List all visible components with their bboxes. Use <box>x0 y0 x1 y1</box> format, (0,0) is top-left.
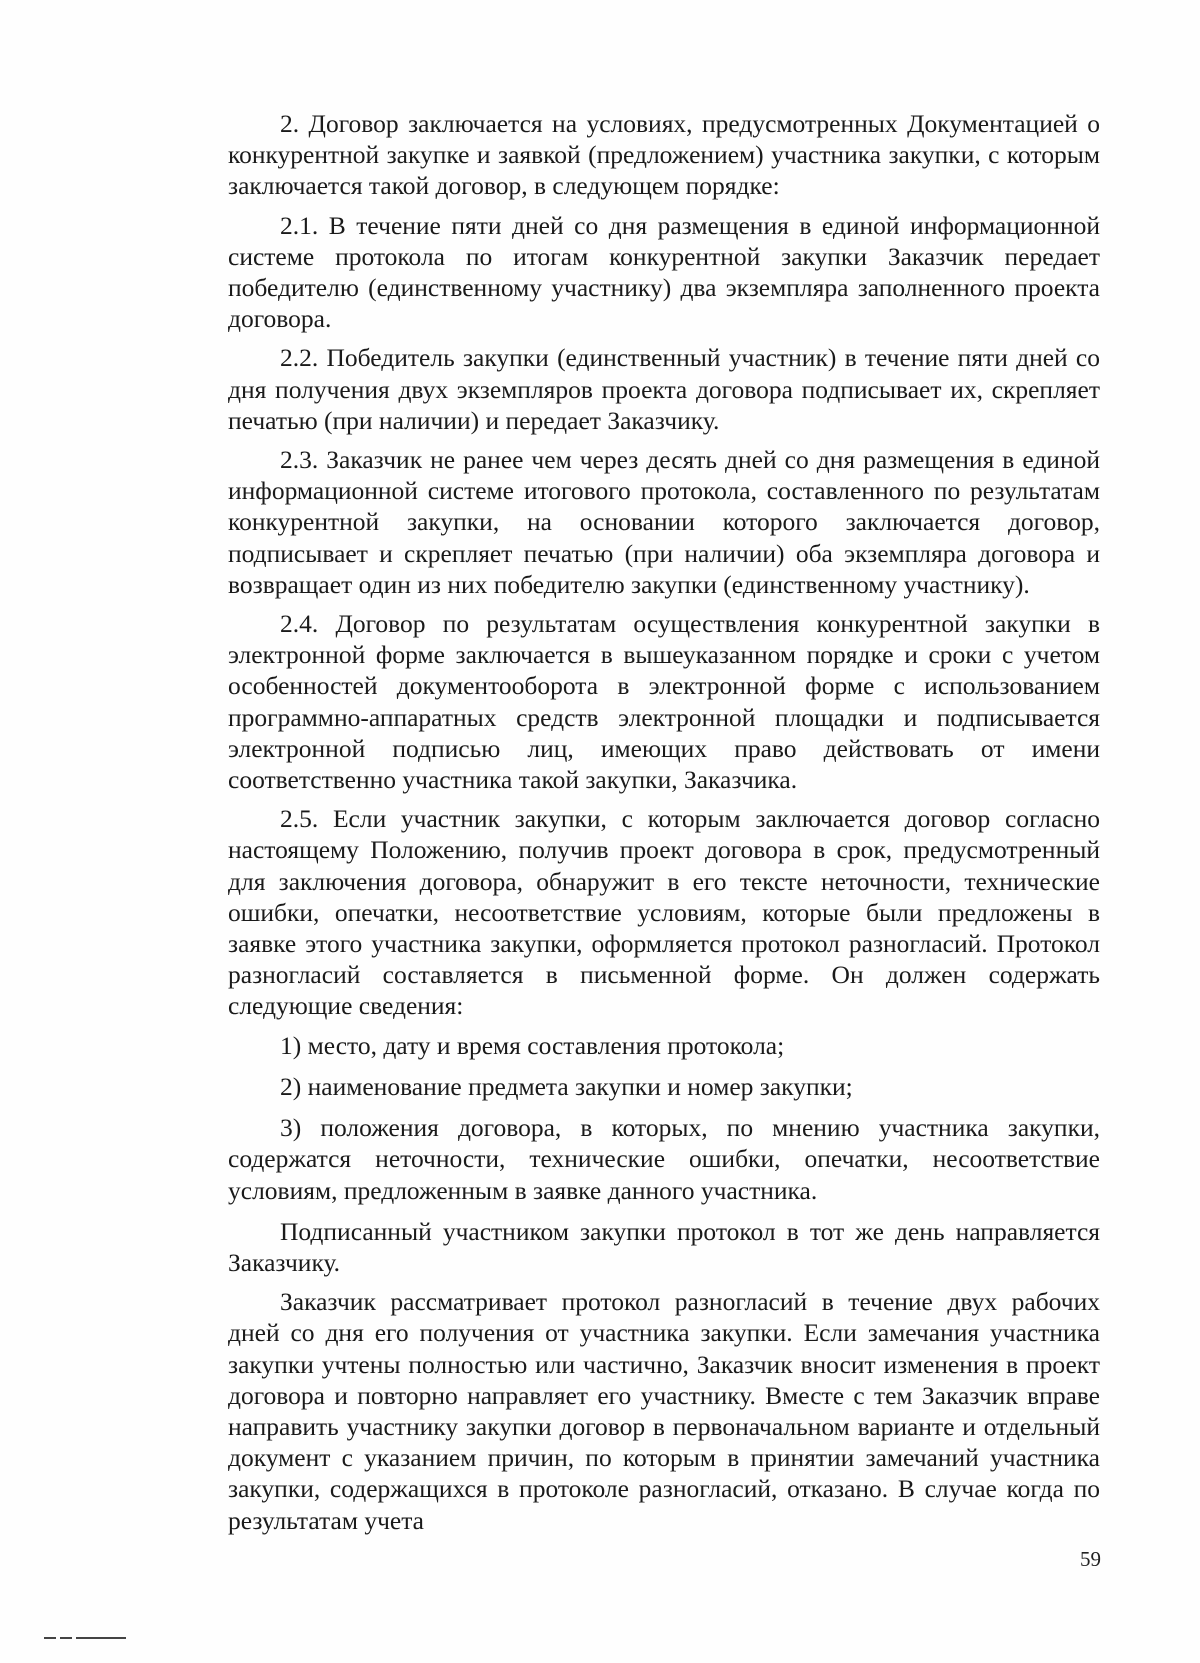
list-item-3: 3) положения договора, в которых, по мнению участника закупки, содержатся неточности, технические ошибки, опечатки, несоответствие условиям, предложенным в заявке данного участника. <box>228 1113 1100 1205</box>
paragraph-customer-review: Заказчик рассматривает протокол разногласий в течение двух рабочих дней со дня его получения от участника закупки. Если замечания участника закупки учтены полностью или частично, Заказчик вносит изменения в проект договора и повторно направляет его участнику. Вместе с тем Заказчик вправе направить участнику закупки договор в первоначальном варианте и отдельный документ с указанием причин, по которым в принятии замечаний участника закупки, содержащихся в протоколе разногласий, отказано. В случае когда по результатам учета <box>228 1287 1100 1535</box>
paragraph-signed-protocol: Подписанный участником закупки протокол в тот же день направляется Заказчику. <box>228 1216 1100 1277</box>
list-item-1: 1) место, дату и время составления протокола; <box>280 1030 785 1060</box>
paragraph-2: 2. Договор заключается на условиях, предусмотренных Документацией о конкурентной закупке и заявкой (предложением) участника закупки, с которым заключается такой договор, в следующем порядке: <box>228 109 1100 201</box>
paragraph-2-5: 2.5. Если участник закупки, с которым заключается договор согласно настоящему Положению, получив проект договора в срок, предусмотренный для заключения договора, обнаружит в его тексте неточности, технические ошибки, опечатки, несоответствие условиям, которые были предложены в заявке этого участника закупки, оформляется протокол разногласий. Протокол разногласий составляется в письменной форме. Он должен содержать следующие сведения: <box>228 804 1100 1021</box>
paragraph-2-1: 2.1. В течение пяти дней со дня размещения в единой информационной системе протокола по итогам конкурентной закупки Заказчик передает победителю (единственному участнику) два экземпляра заполненного проекта договора. <box>228 210 1100 334</box>
paragraph-2-3: 2.3. Заказчик не ранее чем через десять дней со дня размещения в единой информационной системе итогового протокола, составленного по результатам конкурентной закупки, на основании которого заключается договор, подписывает и скрепляет печатью (при наличии) оба экземпляра договора и возвращает один из них победителю закупки (единственному участнику). <box>228 445 1100 599</box>
paragraph-2-4: 2.4. Договор по результатам осуществления конкурентной закупки в электронной форме заключается в вышеуказанном порядке и сроки с учетом особенностей документооборота в электронной форме с использованием программно-аппаратных средств электронной площадки и подписывается электронной подписью лиц, имеющих право действовать от имени соответственно участника такой закупки, Заказчика. <box>228 609 1100 795</box>
scan-edge-mark <box>44 1637 126 1639</box>
paragraph-2-2: 2.2. Победитель закупки (единственный участник) в течение пяти дней со дня получения двух экземпляров проекта договора подписывает их, скрепляет печатью (при наличии) и передает Заказчику. <box>228 343 1100 435</box>
page-number: 59 <box>1080 1547 1101 1571</box>
list-item-2: 2) наименование предмета закупки и номер закупки; <box>280 1071 853 1101</box>
document-body <box>228 108 1100 1544</box>
